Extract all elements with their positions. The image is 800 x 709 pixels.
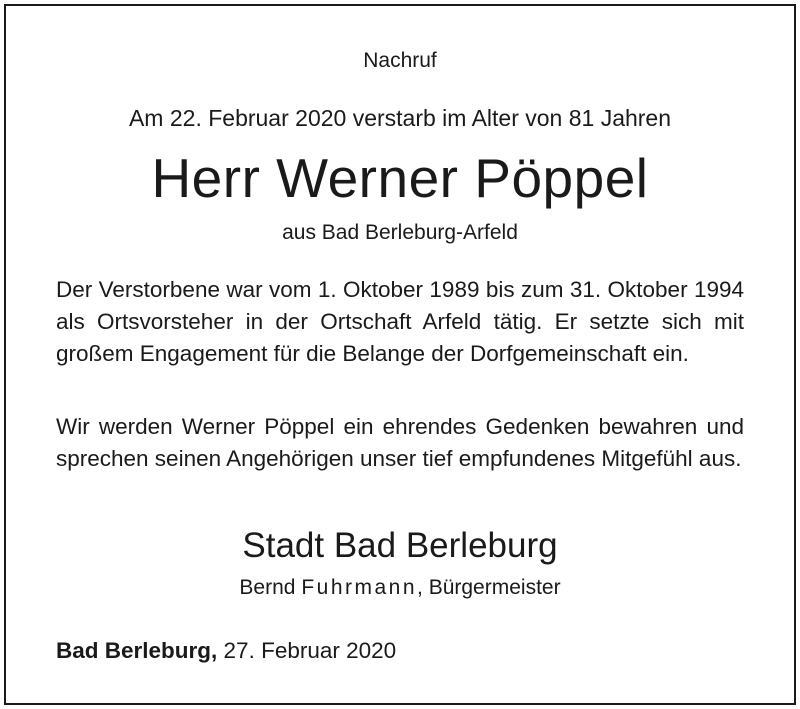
tribute-paragraph-career: Der Verstorbene war vom 1. Oktober 1989 bis zum 31. Oktober 1994 als Ortsvorsteher in der Ortschaft Arfeld tätig. Er setzte sich mit großem Engagement für die Belange der Dorfgemeinschaft ein. bbox=[56, 277, 744, 366]
deceased-origin: aus Bad Berleburg-Arfeld bbox=[282, 221, 518, 244]
issuing-organization: Stadt Bad Berleburg bbox=[242, 526, 558, 565]
dateline-date: 27. Februar 2020 bbox=[223, 638, 397, 663]
tribute-paragraph-condolence: Wir werden Werner Pöppel ein ehrendes Gedenken bewahren und sprechen seinen Angehörigen unser tief empfundenes Mitgefühl aus. bbox=[56, 414, 744, 471]
signer-last-name: Fuhrmann bbox=[301, 576, 418, 599]
dateline bbox=[56, 638, 396, 664]
signatory bbox=[6, 576, 794, 600]
notice-heading: Nachruf bbox=[363, 49, 437, 72]
signer-first-name: Bernd bbox=[239, 576, 296, 599]
dateline-place: Bad Berleburg, bbox=[56, 638, 218, 663]
signer-title: , Bürgermeister bbox=[417, 576, 561, 599]
obituary-notice bbox=[4, 4, 796, 705]
deceased-name: Herr Werner Pöppel bbox=[151, 147, 649, 209]
death-announcement: Am 22. Februar 2020 verstarb im Alter von 81 Jahren bbox=[128, 105, 672, 131]
